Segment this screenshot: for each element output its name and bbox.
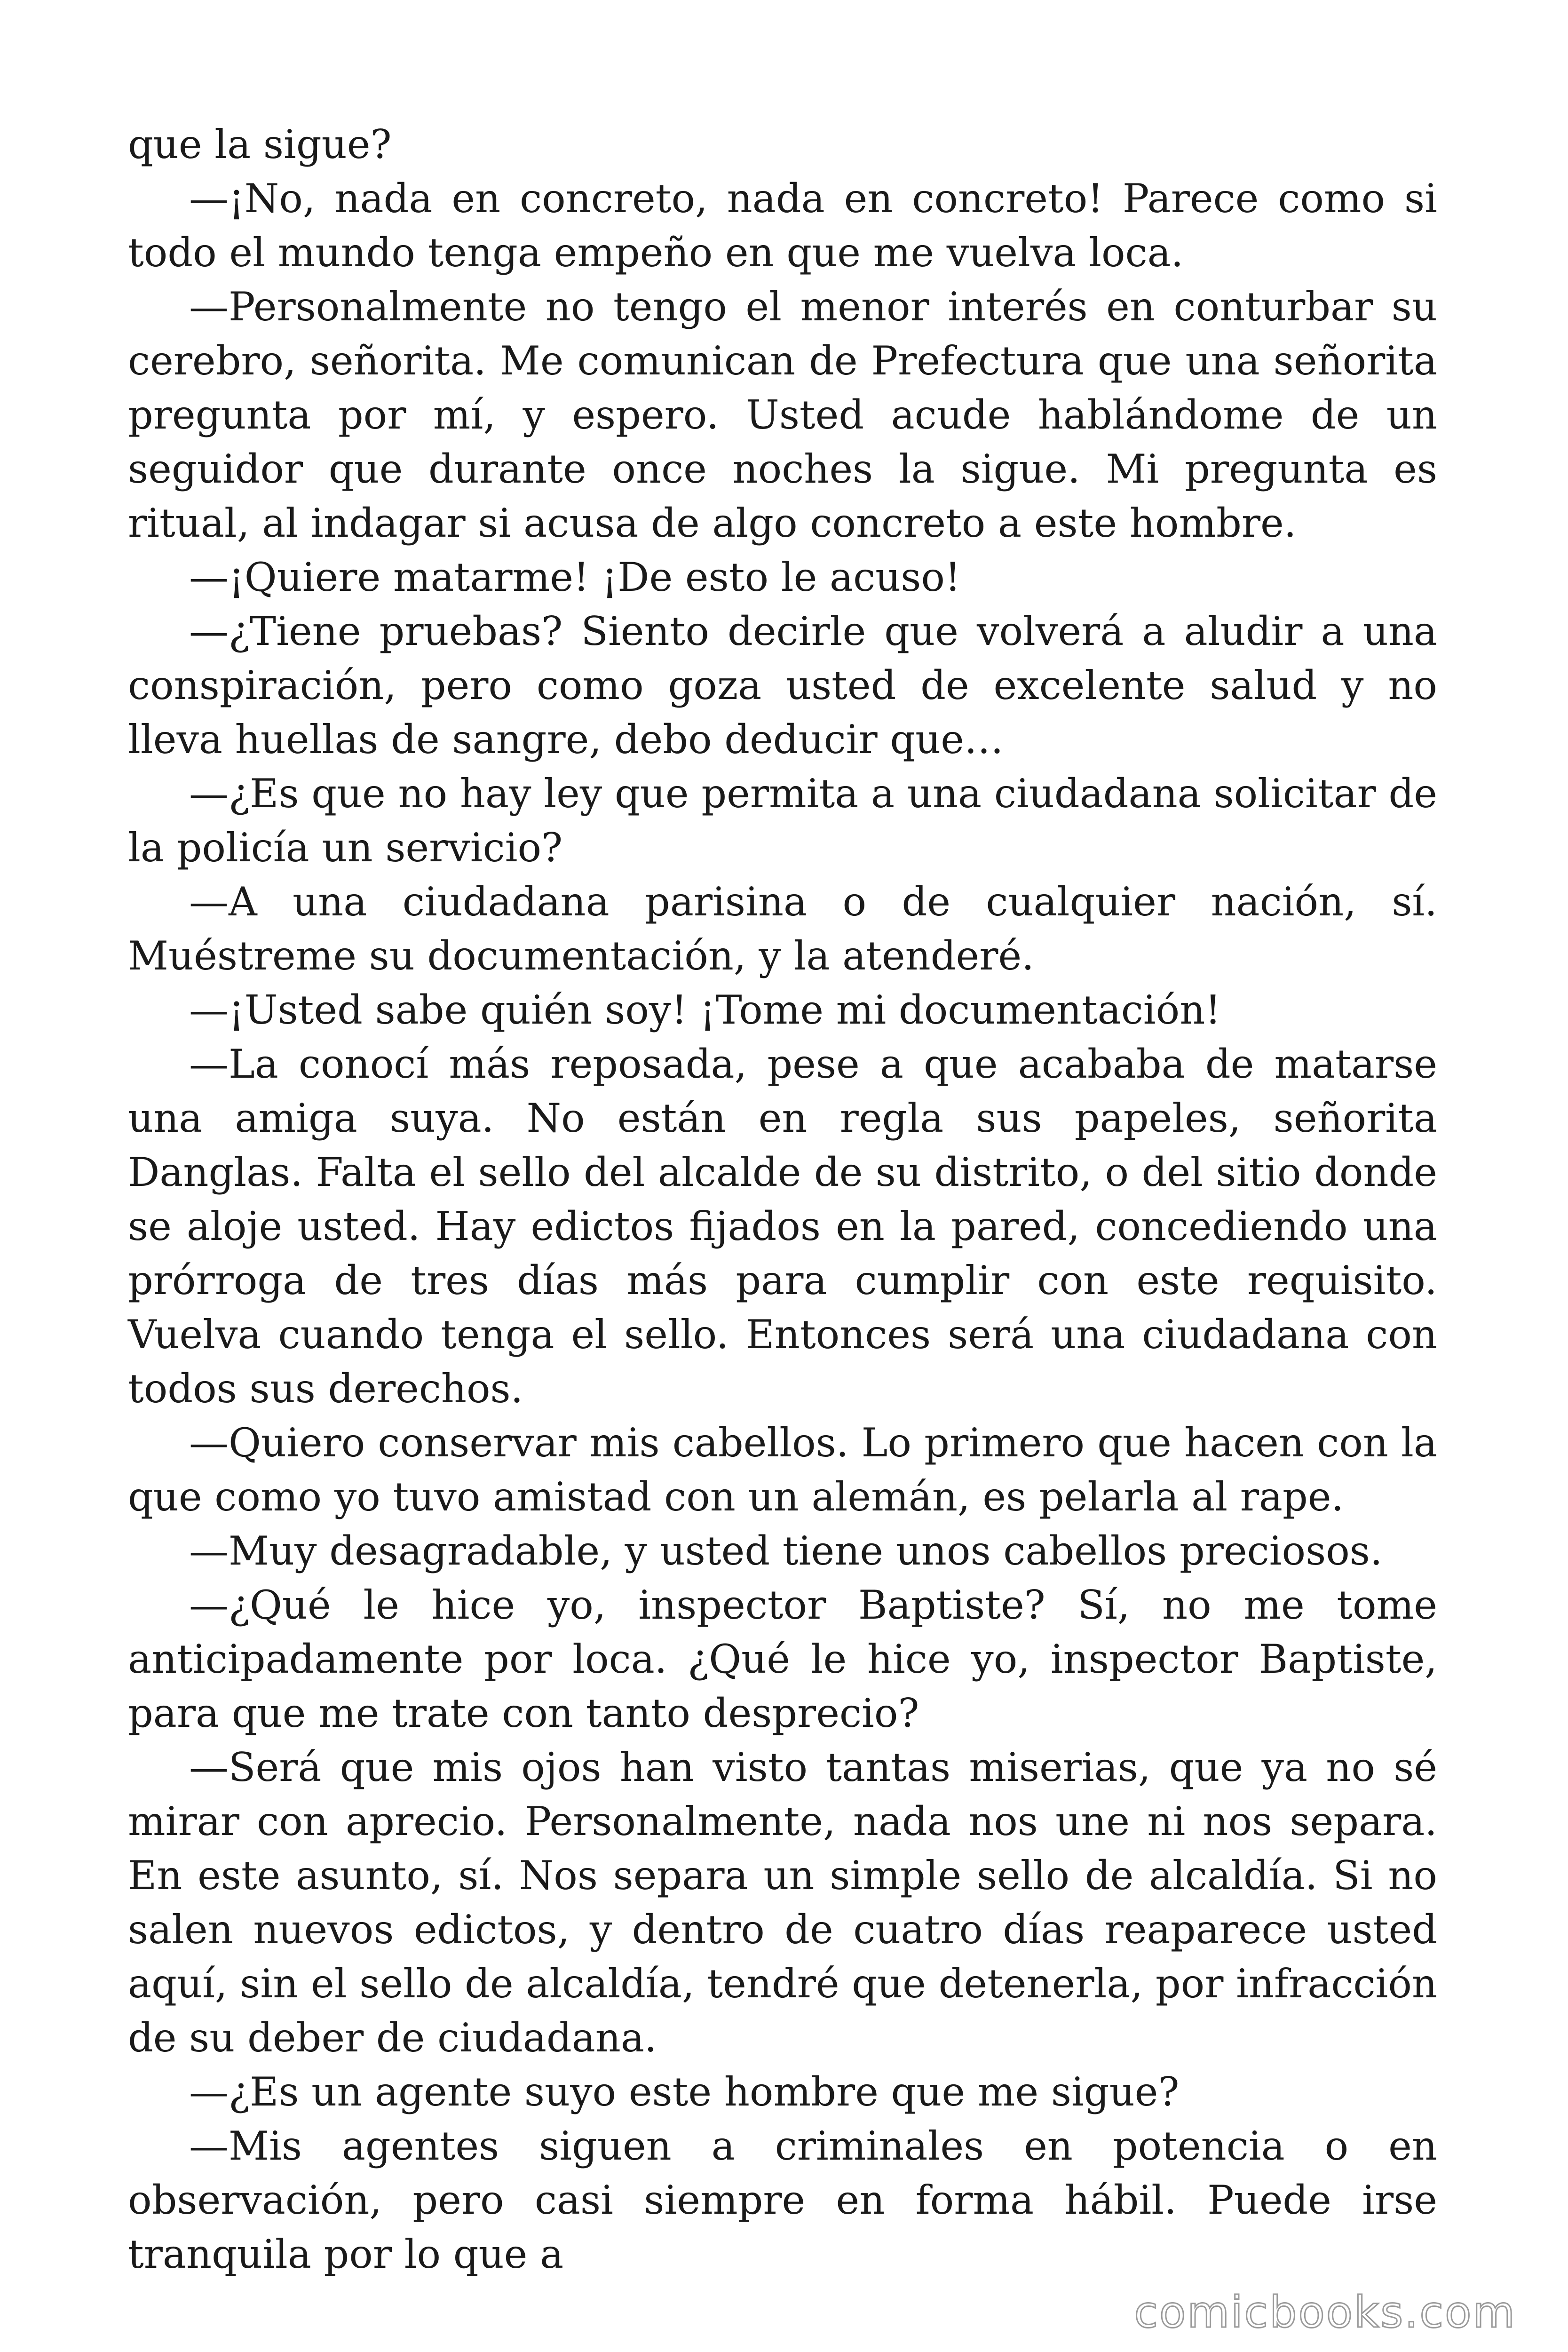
paragraph: —Muy desagradable, y usted tiene unos cabellos preciosos.	[189, 1528, 1383, 1574]
paragraph: —¿Tiene pruebas? Siento decirle que volverá a aludir a una conspiración, pero como goza usted de excelente salud y no lleva huellas de sangre, debo deducir que…	[128, 608, 1437, 763]
paragraph: —¡Quiere matarme! ¡De esto le acuso!	[189, 554, 961, 600]
paragraph: —Personalmente no tengo el menor interés en conturbar su cerebro, señorita. Me comunican de Prefectura que una señorita pregunta por mí, y espero. Usted acude hablándome de un seguidor que durante once noches la sigue. Mi pregunta es ritual, al indagar si acusa de algo concreto a este hombre.	[128, 284, 1437, 546]
body-text	[128, 118, 1437, 2281]
paragraph: —¡Usted sabe quién soy! ¡Tome mi documentación!	[189, 987, 1221, 1033]
paragraph: —¡No, nada en concreto, nada en concreto! Parece como si todo el mundo tenga empeño en que me vuelva loca.	[128, 175, 1437, 276]
paragraph: —Será que mis ojos han visto tantas miserias, que ya no sé mirar con aprecio. Personalmente, nada nos une ni nos separa. En este asunto, sí. Nos separa un simple sello de alcaldía. Si no salen nuevos edictos, y dentro de cuatro días reaparece usted aquí, sin el sello de alcaldía, tendré que detenerla, por infracción de su deber de ciudadana.	[128, 1744, 1437, 2061]
paragraph: —Quiero conservar mis cabellos. Lo primero que hacen con la que como yo tuvo amistad con un alemán, es pelarla al rape.	[128, 1420, 1437, 1520]
paragraph: —La conocí más reposada, pese a que acababa de matarse una amiga suya. No están en regla sus papeles, señorita Danglas. Falta el sello del alcalde de su distrito, o del sitio donde se aloje usted. Hay edictos fijados en la pared, concediendo una prórroga de tres días más para cumplir con este requisito. Vuelva cuando tenga el sello. Entonces será una ciudadana con todos sus derechos.	[128, 1041, 1437, 1412]
site-watermark: comicbooks.com	[1134, 2287, 1516, 2337]
paragraph: que la sigue?	[128, 121, 392, 167]
paragraph: —¿Es un agente suyo este hombre que me sigue?	[189, 2069, 1180, 2115]
paragraph: —¿Qué le hice yo, inspector Baptiste? Sí, no me tome anticipadamente por loca. ¿Qué le hice yo, inspector Baptiste, para que me trate con tanto desprecio?	[128, 1582, 1437, 1736]
paragraph: —Mis agentes siguen a criminales en potencia o en observación, pero casi siempre en forma hábil. Puede irse tranquila por lo que a	[128, 2123, 1437, 2277]
paragraph: —A una ciudadana parisina o de cualquier nación, sí. Muéstreme su documentación, y la atenderé.	[128, 879, 1437, 979]
paragraph: —¿Es que no hay ley que permita a una ciudadana solicitar de la policía un servicio?	[128, 771, 1437, 871]
